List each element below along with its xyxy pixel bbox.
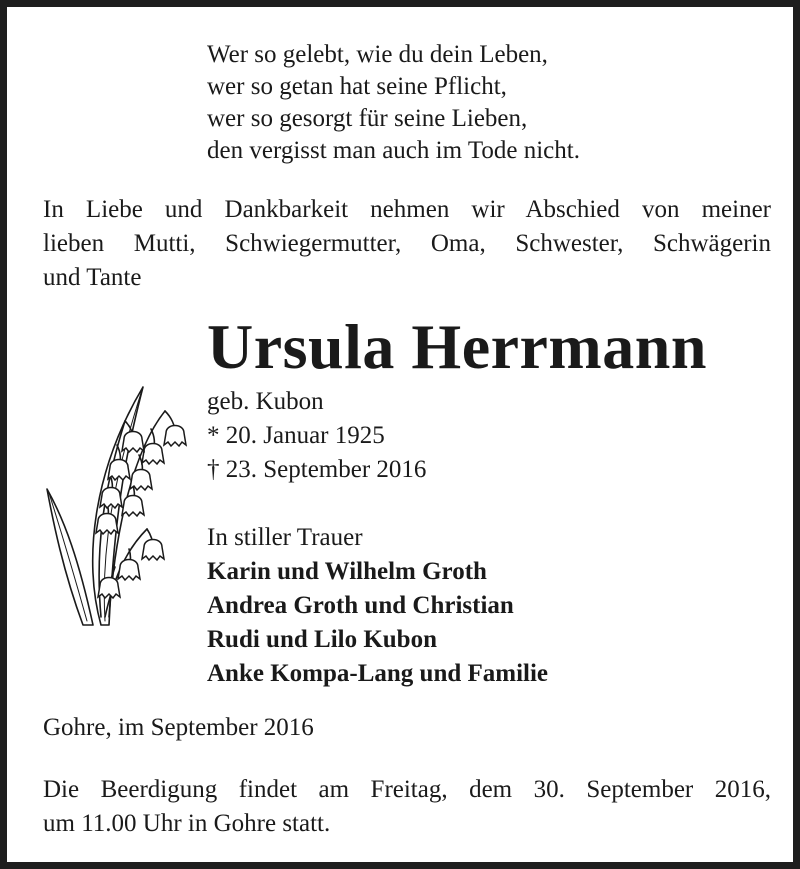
- deceased-name: Ursula Herrmann: [207, 311, 707, 382]
- farewell-line: und Tante: [43, 264, 142, 291]
- lily-of-the-valley-icon: [43, 381, 193, 627]
- funeral-notice: [43, 773, 771, 841]
- mourners-block: [207, 521, 548, 691]
- farewell-text: [43, 193, 771, 295]
- funeral-line: um 11.00 Uhr in Gohre statt.: [43, 810, 331, 837]
- farewell-line: lieben Mutti, Schwiegermutter, Oma, Schwester, Schwägerin: [43, 230, 771, 257]
- verse-line: den vergisst man auch im Tode nicht.: [207, 137, 580, 164]
- verse-line: wer so gesorgt für seine Lieben,: [207, 105, 528, 132]
- birth-date: * 20. Januar 1925: [207, 422, 385, 449]
- mourner-name: Rudi und Lilo Kubon: [207, 626, 437, 653]
- death-date: † 23. September 2016: [207, 456, 427, 483]
- maiden-name: geb. Kubon: [207, 388, 324, 415]
- mourners-heading: In stiller Trauer: [207, 524, 363, 551]
- mourner-name: Andrea Groth und Christian: [207, 592, 514, 619]
- verse-line: Wer so gelebt, wie du dein Leben,: [207, 41, 548, 68]
- life-dates: [207, 385, 426, 487]
- mourner-name: Anke Kompa-Lang und Familie: [207, 660, 549, 687]
- verse-line: wer so getan hat seine Pflicht,: [207, 73, 507, 100]
- mourner-name: Karin und Wilhelm Groth: [207, 558, 487, 585]
- funeral-line: Die Beerdigung findet am Freitag, dem 30. September 2016,: [43, 776, 771, 803]
- place-and-date: Gohre, im September 2016: [43, 714, 314, 741]
- farewell-line: In Liebe und Dankbarkeit nehmen wir Abschied von meiner: [43, 196, 771, 223]
- memorial-verse: [207, 39, 580, 167]
